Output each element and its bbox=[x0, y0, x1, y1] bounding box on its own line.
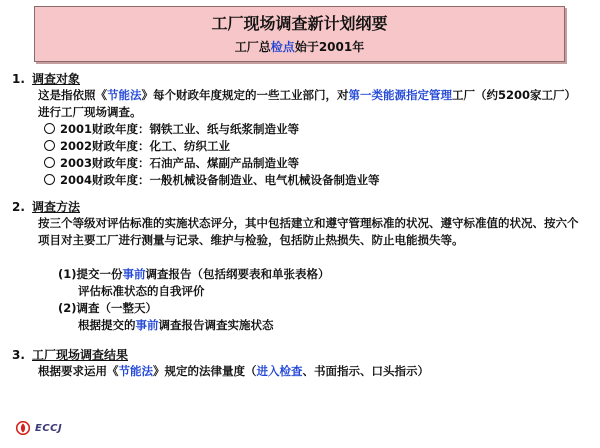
section-2-step-1 bbox=[58, 266, 330, 283]
list-item bbox=[44, 121, 380, 138]
section-2-paragraph: 按三个等级对评估标准的实施状态评分，其中包括建立和遵守管理标准的状况、遵守标准值的状况、按六个项目对主要工厂进行测量与记录、维护与检验，包括防止热损失、防止电能损失等。 bbox=[38, 216, 579, 247]
list-item-text: 2002财政年度：化工、纺织工业 bbox=[60, 139, 231, 153]
section-1-highlight: 第一类能源指定管理 bbox=[348, 88, 452, 102]
subtitle-text-after: 始于2001年 bbox=[294, 40, 365, 54]
section-3-text-c: 、书面指示、口头指示） bbox=[302, 364, 429, 378]
section-2-step-2-detail bbox=[78, 317, 274, 334]
step-1-text-b: 调查报告（包括纲要表和单张表格） bbox=[145, 267, 330, 281]
section-3-number: 3. bbox=[12, 348, 25, 362]
section-1-text-a: 这是指依照《 bbox=[38, 88, 107, 102]
logo-text: ECCJ bbox=[35, 422, 63, 434]
section-2-step-1-detail: 评估标准状态的自我评价 bbox=[78, 284, 205, 298]
section-1-number: 1. bbox=[12, 72, 25, 86]
section-2-heading bbox=[12, 199, 80, 215]
list-item-text: 2001财政年度：钢铁工业、纸与纸浆制造业等 bbox=[60, 122, 300, 136]
section-3-highlight: 进入检查 bbox=[256, 364, 303, 378]
section-3-law-name: 节能法 bbox=[118, 364, 153, 378]
eccj-logo bbox=[16, 419, 62, 437]
fiscal-year-list bbox=[44, 121, 380, 189]
subtitle-text-before: 工厂总 bbox=[234, 40, 271, 54]
list-item-text: 2003财政年度：石油产品、煤副产品制造业等 bbox=[60, 156, 300, 170]
page-title: 工厂现场调查新计划纲要 bbox=[211, 14, 388, 33]
title-banner bbox=[34, 6, 565, 62]
page-subtitle bbox=[35, 39, 564, 55]
section-1-law-name: 节能法 bbox=[107, 88, 142, 102]
step-1-text-a: (1)提交一份 bbox=[58, 267, 123, 281]
section-3-text-b: 》规定的法律量度（ bbox=[153, 364, 257, 378]
list-item-text: 2004财政年度：一般机械设备制造业、电气机械设备制造业等 bbox=[60, 173, 380, 187]
section-3-text-a: 根据要求运用《 bbox=[38, 364, 119, 378]
section-1-text-c: 工厂（约5200家工厂）进行工厂现场调查。 bbox=[38, 88, 577, 119]
circle-bullet-icon bbox=[44, 174, 55, 185]
section-3-paragraph bbox=[38, 363, 586, 380]
step-2-text-a: 根据提交的 bbox=[78, 318, 136, 332]
section-1-text-b: 》每个财政年度规定的一些工业部门，对 bbox=[141, 88, 349, 102]
section-3-title: 工厂现场调查结果 bbox=[32, 348, 129, 362]
subtitle-highlight: 检点 bbox=[270, 40, 295, 54]
list-item bbox=[44, 172, 380, 189]
circle-bullet-icon bbox=[44, 157, 55, 168]
section-1-paragraph bbox=[38, 87, 586, 121]
circle-bullet-icon bbox=[44, 123, 55, 134]
section-1-title: 调查对象 bbox=[32, 72, 81, 86]
step-2-highlight: 事前 bbox=[135, 318, 159, 332]
list-item bbox=[44, 138, 380, 155]
section-2-step-2: (2)调查（一整天） bbox=[58, 301, 158, 315]
list-item bbox=[44, 155, 380, 172]
eccj-logo-icon bbox=[16, 421, 30, 435]
section-2-title: 调查方法 bbox=[32, 200, 81, 214]
section-3-heading bbox=[12, 347, 128, 363]
step-1-highlight: 事前 bbox=[122, 267, 146, 281]
step-2-text-b: 调查报告调查实施状态 bbox=[158, 318, 274, 332]
section-2-number: 2. bbox=[12, 200, 25, 214]
circle-bullet-icon bbox=[44, 140, 55, 151]
section-1-heading bbox=[12, 71, 80, 87]
